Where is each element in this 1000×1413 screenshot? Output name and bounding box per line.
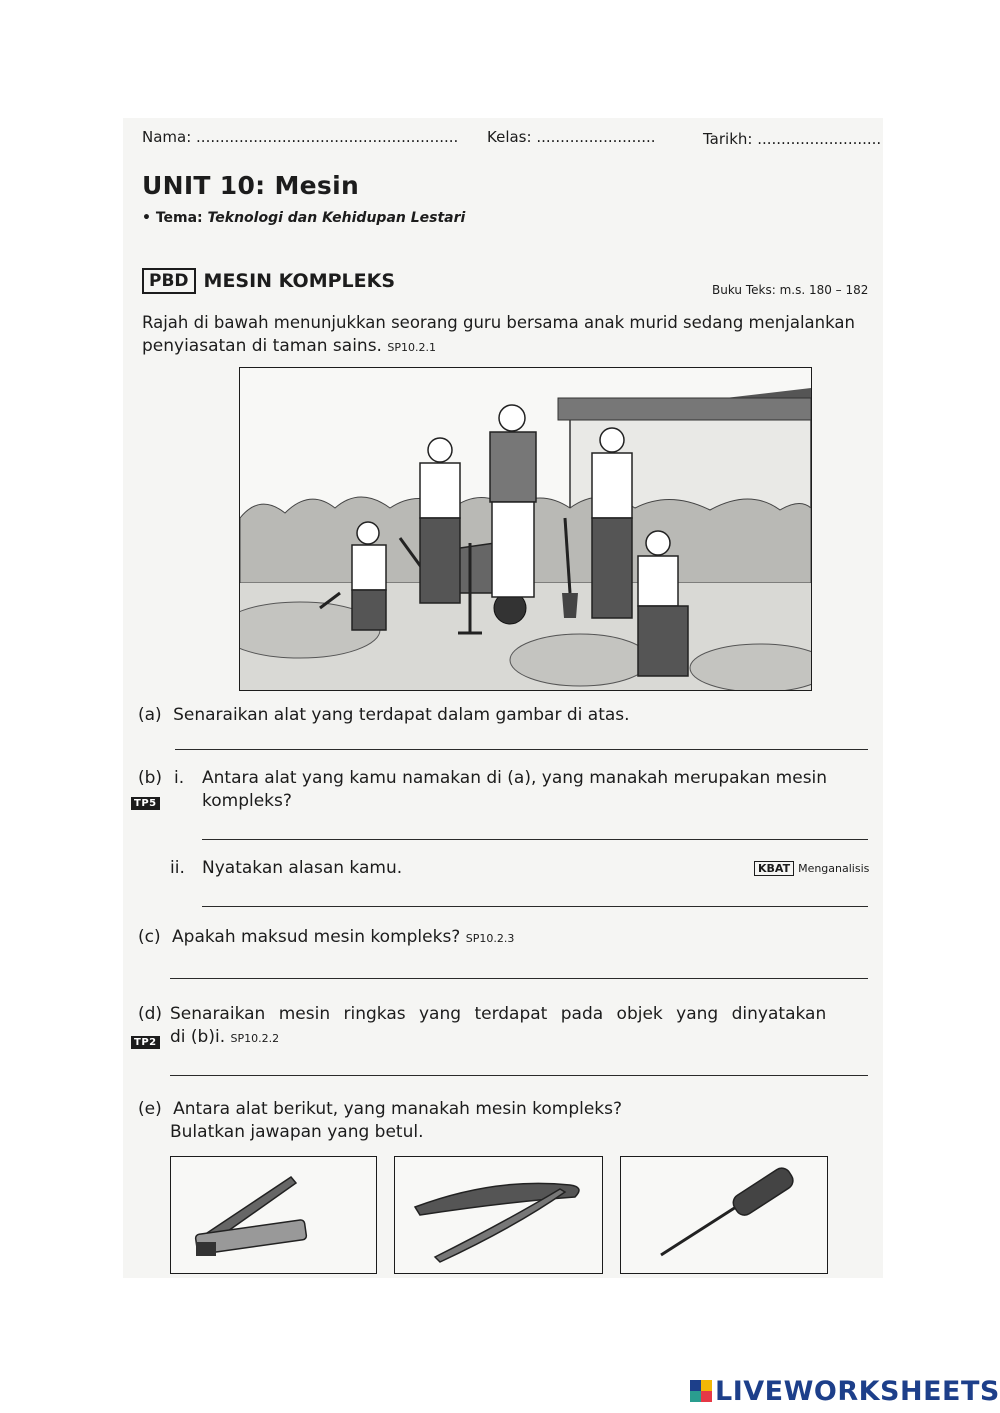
question-d-line-1: Senaraikan mesin ringkas yang terdapat pada objek yang dinyatakan — [170, 1004, 827, 1024]
option-nail-clipper[interactable] — [170, 1156, 377, 1274]
question-e — [138, 1099, 622, 1119]
date-field: Tarikh: .......................... — [703, 130, 882, 148]
answer-line-b-i[interactable] — [202, 839, 868, 840]
nail-clipper-icon — [171, 1157, 376, 1273]
answer-line-c[interactable] — [170, 978, 868, 979]
soil-mound-middle — [510, 634, 650, 686]
theme-label: • Tema: — [142, 210, 203, 226]
kbat-badge: KBAT — [754, 861, 794, 876]
textbook-reference: Buku Teks: m.s. 180 – 182 — [712, 283, 869, 297]
theme-value: Teknologi dan Kehidupan Lestari — [207, 210, 466, 226]
tp5-label: TP5 — [131, 797, 160, 810]
garden-scene — [240, 368, 811, 690]
student-1-head — [357, 522, 379, 544]
shovel-blade — [562, 593, 578, 618]
question-b-i-label: i. — [174, 768, 185, 788]
question-a — [138, 705, 630, 725]
answer-line-b-ii[interactable] — [202, 906, 868, 907]
sp-code-c: SP10.2.3 — [465, 932, 515, 945]
intro-text: penyiasatan di taman sains. — [142, 336, 382, 356]
tp5-tag — [131, 791, 160, 810]
sp-code-d: SP10.2.2 — [230, 1032, 280, 1045]
student-3-legs — [592, 518, 632, 618]
question-b-i-line-1: Antara alat yang kamu namakan di (a), yang manakah merupakan mesin — [202, 768, 828, 788]
student-2-body — [420, 463, 460, 518]
student-4-body — [638, 556, 678, 606]
question-b-ii-text: Nyatakan alasan kamu. — [202, 858, 403, 878]
student-4-head — [646, 531, 670, 555]
kbat-skill: Menganalisis — [798, 862, 870, 875]
teacher-head — [499, 405, 525, 431]
logo-mark-icon — [690, 1380, 712, 1402]
class-field: Kelas: ......................... — [487, 128, 656, 146]
teacher-body — [490, 432, 536, 502]
kbat-tag — [754, 861, 869, 876]
student-1-legs — [352, 590, 386, 630]
question-e-label: (e) — [138, 1099, 162, 1119]
option-tongs[interactable] — [394, 1156, 603, 1274]
section-title: MESIN KOMPLEKS — [203, 270, 396, 292]
answer-line-d[interactable] — [170, 1075, 868, 1076]
sp-code: SP10.2.1 — [387, 341, 436, 354]
student-2-head — [428, 438, 452, 462]
name-field: Nama: ....................................................... — [142, 128, 459, 146]
question-b-label: (b) — [138, 768, 163, 788]
liveworksheets-logo — [690, 1376, 1000, 1407]
brand-text: LIVEWORKSHEETS — [715, 1376, 1000, 1407]
question-d-label: (d) — [138, 1004, 163, 1024]
answer-line-a[interactable] — [175, 749, 868, 750]
student-1-body — [352, 545, 386, 590]
question-b-ii-label: ii. — [170, 858, 185, 878]
question-e-line-1: Antara alat berikut, yang manakah mesin kompleks? — [173, 1099, 623, 1119]
teacher-legs — [492, 502, 534, 597]
unit-title: UNIT 10: Mesin — [142, 171, 360, 200]
roof-edge — [558, 398, 811, 420]
tp2-label: TP2 — [131, 1036, 160, 1049]
option-screwdriver[interactable] — [620, 1156, 828, 1274]
question-e-line-2: Bulatkan jawapan yang betul. — [170, 1122, 424, 1142]
student-3-head — [600, 428, 624, 452]
question-c-text: Apakah maksud mesin kompleks? — [172, 927, 461, 947]
tp2-tag — [131, 1030, 160, 1049]
student-3-body — [592, 453, 632, 518]
student-2-legs — [420, 518, 460, 603]
section-heading — [142, 268, 395, 294]
intro-line-1: Rajah di bawah menunjukkan seorang guru bersama anak murid sedang menjalankan — [142, 313, 855, 332]
tongs-icon — [395, 1157, 602, 1273]
theme-line — [142, 210, 465, 226]
pbd-badge: PBD — [142, 268, 196, 294]
science-garden-illustration — [239, 367, 812, 691]
question-b-i-line-2: kompleks? — [202, 791, 292, 811]
question-a-label: (a) — [138, 705, 162, 725]
student-4-legs — [638, 606, 688, 676]
question-c-label: (c) — [138, 927, 161, 947]
intro-line-2 — [142, 336, 436, 356]
screwdriver-icon — [621, 1157, 827, 1273]
question-a-text: Senaraikan alat yang terdapat dalam gambar di atas. — [173, 705, 630, 725]
question-c — [138, 927, 514, 947]
question-d-text: di (b)i. — [170, 1027, 226, 1047]
question-d-line-2 — [170, 1027, 279, 1047]
